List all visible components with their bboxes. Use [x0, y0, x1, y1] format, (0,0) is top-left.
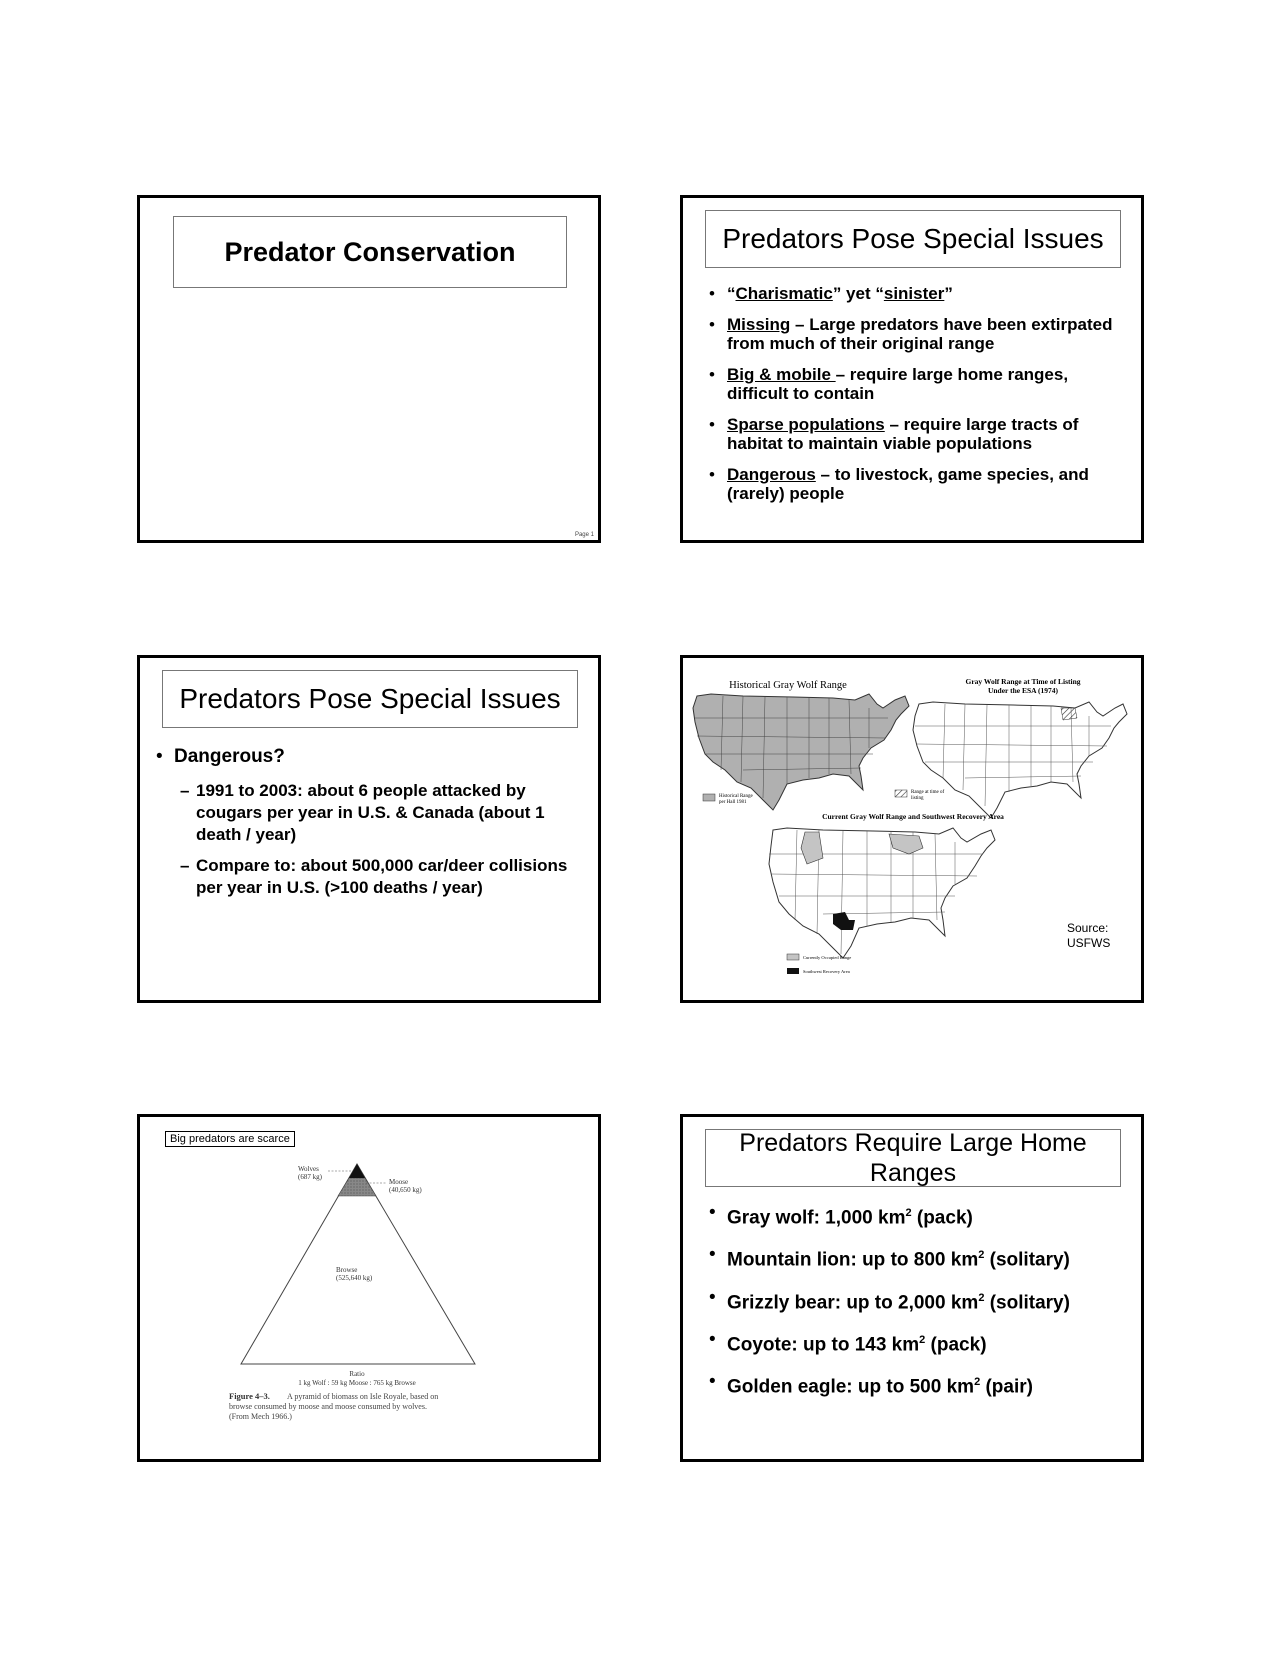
figure-caption: (From Mech 1966.) [229, 1412, 292, 1421]
moose-tier [338, 1178, 376, 1196]
source-label: Source: [1067, 921, 1109, 935]
slide-title [705, 210, 1121, 268]
page-number: Page 1 [574, 532, 594, 538]
map-title: Current Gray Wolf Range and Southwest Recovery Area [822, 812, 1004, 821]
wolves-mass: (687 kg) [298, 1173, 322, 1181]
figure-caption: A pyramid of biomass on Isle Royale, based on [287, 1392, 439, 1401]
browse-label: Browse [336, 1266, 358, 1274]
slide-title [705, 1129, 1121, 1187]
wolf-range-maps [683, 658, 1141, 1000]
wolves-label: Wolves [298, 1165, 319, 1173]
legend-label: listing [911, 796, 924, 801]
sub-bullet-list [180, 780, 570, 899]
bullet-item: • Dangerous? [154, 746, 574, 768]
bullet-item: • Sparse populations – require large tracts of habitat to maintain viable populations [707, 415, 1127, 453]
legend-label: Historical Range [719, 794, 753, 799]
home-range-item: • Golden eagle: up to 500 $km^2$ (pair) [707, 1370, 1127, 1399]
ratio-value: 1 kg Wolf : 59 kg Moose : 765 kg Browse [298, 1379, 416, 1387]
bullet-item: • Big & mobile – require large home ranges, difficult to contain [707, 365, 1127, 403]
moose-mass: (40,650 kg) [389, 1186, 422, 1194]
home-range-item: • Gray wolf: 1,000 $km^2$ (pack) [707, 1201, 1127, 1230]
historical-range-area [693, 694, 909, 810]
legend-label: per Hall 1981 [719, 800, 747, 805]
source-label: USFWS [1067, 936, 1111, 950]
map-title: Gray Wolf Range at Time of Listing [965, 677, 1081, 686]
figure-number: Figure 4–3. [229, 1391, 270, 1401]
listing-range-area [1061, 708, 1077, 720]
bullet-item: • Dangerous – to livestock, game species, and (rarely) people [707, 465, 1127, 503]
home-range-item: • Mountain lion: up to 800 $km^2$ (solitary) [707, 1243, 1127, 1272]
bullet-term: Sparse populations [727, 415, 885, 434]
slide-title-text: Predators Pose Special Issues [179, 683, 561, 714]
wolves-tier [349, 1164, 365, 1178]
legend-label: Currently Occupied Range [803, 955, 852, 960]
slide-title [162, 670, 578, 728]
slide-title-text: Predators Require Large Home [739, 1129, 1087, 1157]
bullet-list [707, 284, 1127, 503]
current-range-map [769, 812, 1004, 974]
slide-4 [680, 655, 1144, 1003]
biomass-pyramid [140, 1117, 598, 1459]
map-title: Historical Gray Wolf Range [729, 680, 847, 691]
slide-title-text: Predator Conservation [224, 236, 516, 267]
bullet-term: Dangerous [727, 465, 816, 484]
slide-2 [680, 195, 1144, 543]
slide-title-text: Predators Pose Special Issues [722, 223, 1104, 254]
slide-label: Big predators are scarce [165, 1131, 295, 1147]
listing-range-map [895, 677, 1127, 818]
bullet-list [154, 746, 574, 768]
moose-label: Moose [389, 1178, 409, 1186]
slide-title-text: Ranges [869, 1159, 957, 1187]
browse-mass: (525,640 kg) [336, 1274, 373, 1282]
bullet-term: Charismatic [735, 284, 833, 303]
bullet-term: Missing [727, 315, 791, 334]
home-range-item: • Coyote: up to 143 $km^2$ (pack) [707, 1328, 1127, 1357]
slide-1 [137, 195, 601, 543]
home-range-list [707, 1201, 1127, 1400]
bullet-term: sinister [883, 284, 945, 303]
historical-range-map [693, 680, 909, 810]
legend-label: Range at time of [911, 790, 945, 795]
bullet-item: • “Charismatic” yet “sinister” [707, 284, 1127, 303]
sub-bullet-item: – 1991 to 2003: about 6 people attacked by cougars per year in U.S. & Canada (about 1 death / year) [180, 781, 545, 844]
bullet-item: • Missing – Large predators have been extirpated from much of their original range [707, 315, 1127, 353]
slide-title [173, 216, 567, 288]
bullet-term: Big & mobile [727, 365, 836, 384]
map-title: Under the ESA (1974) [987, 686, 1059, 695]
legend-label: Southwest Recovery Area [803, 969, 850, 974]
ratio-label: Ratio [349, 1370, 365, 1378]
home-range-item: • Grizzly bear: up to 2,000 $km^2$ (solitary) [707, 1286, 1127, 1315]
slide-3 [137, 655, 601, 1003]
slide-5 [137, 1114, 601, 1462]
sub-bullet-item: – Compare to: about 500,000 car/deer collisions per year in U.S. (>100 deaths / year) [180, 856, 568, 897]
figure-caption: browse consumed by moose and moose consumed by wolves. [229, 1402, 427, 1411]
slide-6 [680, 1114, 1144, 1462]
